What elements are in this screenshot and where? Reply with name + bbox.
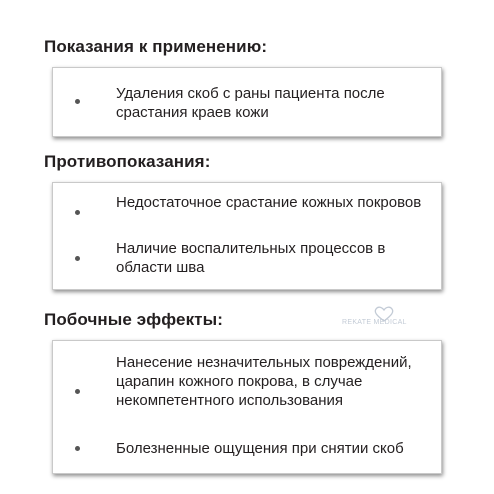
section-title-indications: Показания к применению:	[44, 37, 268, 56]
bullet-icon	[75, 210, 80, 215]
list-item-text: Недостаточное срастание кожных покровов	[116, 194, 422, 211]
watermark-logo	[342, 305, 442, 331]
indications-box	[52, 67, 442, 137]
section-title-side-effects: Побочные эффекты:	[44, 310, 223, 329]
list-item-text: Наличие воспалительных процессов в области шва	[116, 240, 386, 276]
side-effects-box	[52, 340, 442, 474]
bullet-icon	[75, 446, 80, 451]
section-title-contraindications: Противопоказания:	[44, 152, 211, 171]
bullet-icon	[75, 256, 80, 261]
bullet-icon	[75, 389, 80, 394]
bullet-icon	[75, 99, 80, 104]
list-item-text: Удаления скоб с раны пациента после срастания краев кожи	[116, 85, 385, 121]
list-item-text: Нанесение незначительных повреждений, царапин кожного покрова, в случае некомпетентного использования	[116, 354, 412, 409]
contraindications-box	[52, 182, 442, 290]
watermark-text: REKATE MEDICAL	[342, 319, 407, 326]
list-item-text: Болезненные ощущения при снятии скоб	[116, 440, 404, 457]
